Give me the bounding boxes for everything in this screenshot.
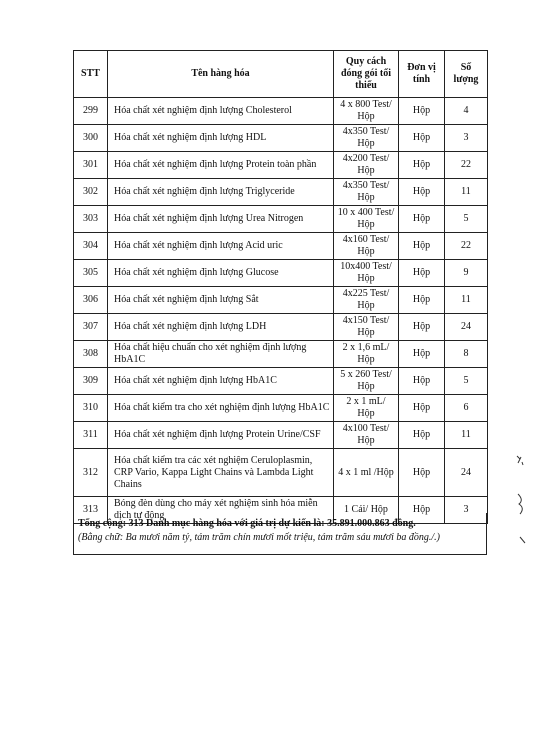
cell-stt: 299 bbox=[74, 98, 108, 125]
cell-name: Hóa chất xét nghiệm định lượng HbA1C bbox=[108, 368, 334, 395]
cell-unit: Hộp bbox=[399, 287, 445, 314]
table-row bbox=[74, 125, 488, 152]
cell-name: Hóa chất hiệu chuẩn cho xét nghiệm định lượng HbA1C bbox=[108, 341, 334, 368]
cell-qty: 11 bbox=[445, 179, 488, 206]
table-row bbox=[74, 395, 488, 422]
cell-name: Hóa chất xét nghiệm định lượng Protein Urine/CSF bbox=[108, 422, 334, 449]
cell-unit: Hộp bbox=[399, 422, 445, 449]
table-row bbox=[74, 368, 488, 395]
cell-qty: 22 bbox=[445, 152, 488, 179]
cell-stt: 303 bbox=[74, 206, 108, 233]
cell-name: Hóa chất xét nghiệm định lượng Glucose bbox=[108, 260, 334, 287]
cell-name: Hóa chất xét nghiệm định lượng Acid uric bbox=[108, 233, 334, 260]
cell-name: Hóa chất xét nghiệm định lượng Cholesterol bbox=[108, 98, 334, 125]
cell-spec: 4 x 800 Test/ Hộp bbox=[334, 98, 399, 125]
table-row bbox=[74, 233, 488, 260]
cell-spec: 4x350 Test/ Hộp bbox=[334, 179, 399, 206]
cell-name: Hóa chất kiểm tra các xét nghiệm Ceruloplasmin, CRP Vario, Kappa Light Chains và Lambda Light Chains bbox=[108, 449, 334, 497]
cell-spec: 10 x 400 Test/ Hộp bbox=[334, 206, 399, 233]
cell-name: Hóa chất xét nghiệm định lượng Triglyceride bbox=[108, 179, 334, 206]
cell-unit: Hộp bbox=[399, 233, 445, 260]
header-stt: STT bbox=[74, 51, 108, 98]
cell-unit: Hộp bbox=[399, 449, 445, 497]
cell-spec: 4x100 Test/ Hộp bbox=[334, 422, 399, 449]
cell-stt: 301 bbox=[74, 152, 108, 179]
table-row bbox=[74, 341, 488, 368]
cell-qty: 11 bbox=[445, 287, 488, 314]
cell-qty: 8 bbox=[445, 341, 488, 368]
cell-spec: 2 x 1,6 mL/ Hộp bbox=[334, 341, 399, 368]
cell-qty: 3 bbox=[445, 497, 488, 524]
cell-name: Hóa chất xét nghiệm định lượng HDL bbox=[108, 125, 334, 152]
cell-stt: 308 bbox=[74, 341, 108, 368]
cell-qty: 5 bbox=[445, 368, 488, 395]
cell-name: Hóa chất kiểm tra cho xét nghiệm định lượng HbA1C bbox=[108, 395, 334, 422]
table-row bbox=[74, 422, 488, 449]
cell-spec: 5 x 260 Test/ Hộp bbox=[334, 368, 399, 395]
cell-qty: 6 bbox=[445, 395, 488, 422]
table-row bbox=[74, 179, 488, 206]
cell-stt: 307 bbox=[74, 314, 108, 341]
cell-spec: 4x160 Test/ Hộp bbox=[334, 233, 399, 260]
summary-box bbox=[73, 513, 487, 555]
cell-qty: 11 bbox=[445, 422, 488, 449]
cell-name: Hóa chất xét nghiệm định lượng Urea Nitrogen bbox=[108, 206, 334, 233]
cell-qty: 3 bbox=[445, 125, 488, 152]
header-unit: Đơn vị tính bbox=[399, 51, 445, 98]
header-spec: Quy cách đóng gói tối thiểu bbox=[334, 51, 399, 98]
margin-scan-mark bbox=[516, 492, 526, 516]
cell-qty: 9 bbox=[445, 260, 488, 287]
cell-unit: Hộp bbox=[399, 260, 445, 287]
cell-qty: 24 bbox=[445, 449, 488, 497]
cell-stt: 309 bbox=[74, 368, 108, 395]
cell-stt: 306 bbox=[74, 287, 108, 314]
cell-stt: 302 bbox=[74, 179, 108, 206]
cell-spec: 2 x 1 mL/ Hộp bbox=[334, 395, 399, 422]
margin-scan-mark bbox=[519, 535, 527, 545]
cell-qty: 5 bbox=[445, 206, 488, 233]
total-summary: Tổng cộng: 313 Danh mục hàng hóa với giá trị dự kiến là: 35.891.000.863 đồng. bbox=[78, 518, 416, 529]
table-row bbox=[74, 98, 488, 125]
cell-unit: Hộp bbox=[399, 368, 445, 395]
cell-stt: 312 bbox=[74, 449, 108, 497]
header-name: Tên hàng hóa bbox=[108, 51, 334, 98]
cell-qty: 22 bbox=[445, 233, 488, 260]
header-qty: Số lượng bbox=[445, 51, 488, 98]
cell-name: Bóng đèn dùng cho máy xét nghiệm sinh hóa miễn dịch tự động bbox=[108, 497, 334, 524]
cell-unit: Hộp bbox=[399, 314, 445, 341]
cell-spec: 4x350 Test/ Hộp bbox=[334, 125, 399, 152]
cell-qty: 4 bbox=[445, 98, 488, 125]
cell-unit: Hộp bbox=[399, 395, 445, 422]
table-row bbox=[74, 314, 488, 341]
table-row bbox=[74, 449, 488, 497]
table-row bbox=[74, 206, 488, 233]
cell-unit: Hộp bbox=[399, 125, 445, 152]
cell-spec: 4 x 1 ml /Hộp bbox=[334, 449, 399, 497]
cell-spec: 4x225 Test/ Hộp bbox=[334, 287, 399, 314]
table-header-row bbox=[74, 51, 488, 98]
cell-qty: 24 bbox=[445, 314, 488, 341]
table-row bbox=[74, 287, 488, 314]
cell-stt: 311 bbox=[74, 422, 108, 449]
cell-stt: 304 bbox=[74, 233, 108, 260]
cell-spec: 4x150 Test/ Hộp bbox=[334, 314, 399, 341]
cell-name: Hóa chất xét nghiệm định lượng Sắt bbox=[108, 287, 334, 314]
cell-stt: 305 bbox=[74, 260, 108, 287]
cell-stt: 300 bbox=[74, 125, 108, 152]
cell-spec: 4x200 Test/ Hộp bbox=[334, 152, 399, 179]
goods-table bbox=[73, 50, 488, 524]
margin-scan-mark bbox=[516, 454, 524, 466]
cell-unit: Hộp bbox=[399, 206, 445, 233]
cell-stt: 310 bbox=[74, 395, 108, 422]
cell-name: Hóa chất xét nghiệm định lượng Protein toàn phần bbox=[108, 152, 334, 179]
total-in-words: (Bằng chữ: Ba mươi năm tỷ, tám trăm chín mươi mốt triệu, tám trăm sáu mươi ba đồng./.) bbox=[78, 532, 440, 543]
table-row bbox=[74, 152, 488, 179]
cell-stt: 313 bbox=[74, 497, 108, 524]
cell-unit: Hộp bbox=[399, 497, 445, 524]
cell-unit: Hộp bbox=[399, 152, 445, 179]
cell-unit: Hộp bbox=[399, 179, 445, 206]
cell-unit: Hộp bbox=[399, 341, 445, 368]
cell-spec: 10x400 Test/ Hộp bbox=[334, 260, 399, 287]
cell-name: Hóa chất xét nghiệm định lượng LDH bbox=[108, 314, 334, 341]
cell-spec: 1 Cái/ Hộp bbox=[334, 497, 399, 524]
table-row bbox=[74, 260, 488, 287]
cell-unit: Hộp bbox=[399, 98, 445, 125]
